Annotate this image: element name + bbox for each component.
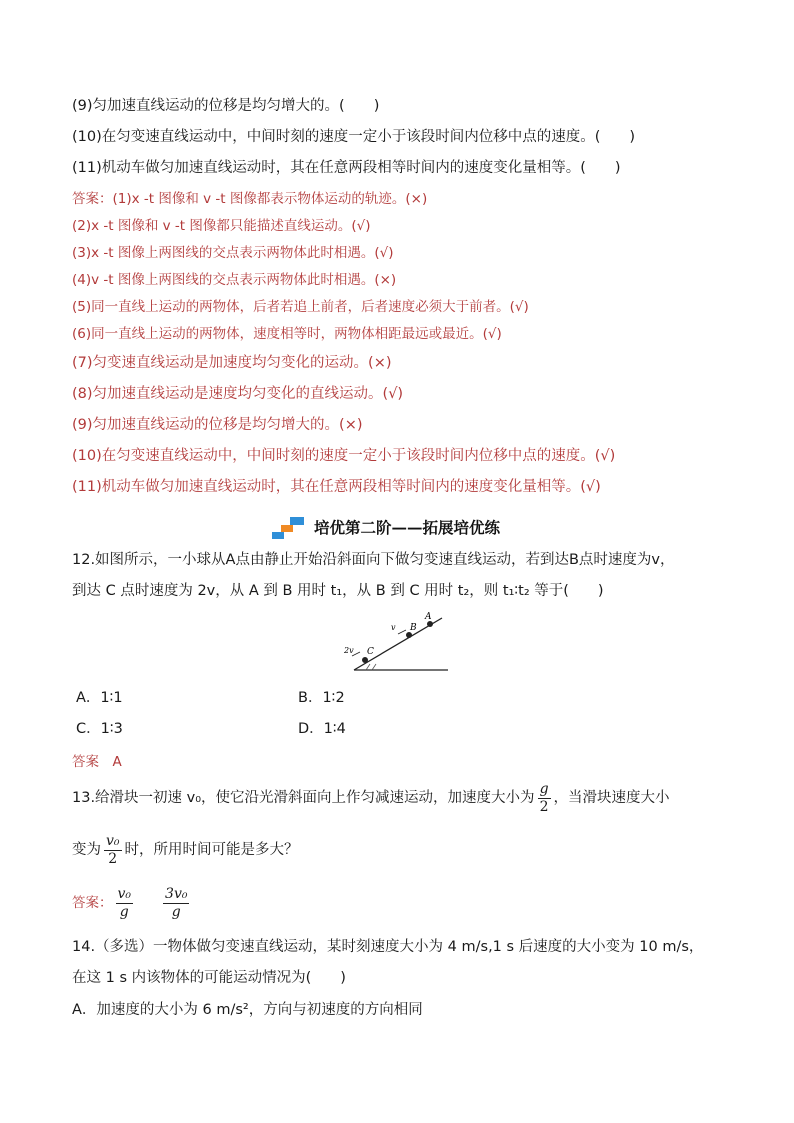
q14-line2: 在这 1 s 内该物体的可能运动情况为( )	[72, 970, 346, 986]
q13-line1	[72, 780, 670, 816]
label-2v: 2v	[344, 646, 354, 655]
q13-answer	[72, 884, 192, 922]
frac-num-g: g	[539, 780, 549, 797]
label-a: A	[425, 612, 432, 622]
q13-text1: 13.给滑块一初速 v₀，使它沿光滑斜面向上作匀减速运动，加速度大小为	[72, 790, 535, 806]
q13-text2: ，当滑块速度大小	[553, 790, 670, 806]
q12-option-b: B．1∶2	[298, 690, 345, 706]
answer-3: (3)x -t 图像上两图线的交点表示两物体此时相遇。(√)	[72, 245, 394, 261]
answer-1: 答案：(1)x -t 图像和 v -t 图像都表示物体运动的轨迹。(×)	[72, 191, 428, 207]
q12-line2: 到达 C 点时速度为 2v，从 A 到 B 用时 t₁，从 B 到 C 用时 t₂，则 t₁∶t₂ 等于( )	[72, 583, 604, 599]
label-v: v	[391, 623, 396, 632]
frac-num-v0: v₀	[106, 832, 120, 849]
answer-7: (7)匀变速直线运动是加速度均匀变化的运动。(×)	[72, 355, 392, 371]
statement-10: (10)在匀变速直线运动中，中间时刻的速度一定小于该段时间内位移中点的速度。( )	[72, 129, 636, 145]
ans2-den: g	[171, 903, 181, 920]
q12-line1: 12.如图所示，一小球从A点由静止开始沿斜面向下做匀变速直线运动，若到达B点时速度为v，	[72, 552, 675, 568]
q13-text3: 变为	[72, 842, 101, 858]
ans1-den: g	[119, 903, 129, 920]
fraction-v0-over-2	[104, 833, 122, 868]
answer-fraction-1	[116, 886, 134, 921]
section-title: 培优第二阶——拓展培优练	[314, 518, 501, 537]
statement-11: (11)机动车做匀加速直线运动时，其在任意两段相等时间内的速度变化量相等。( )	[72, 160, 621, 176]
frac-den-2b: 2	[108, 850, 118, 867]
answer-9: (9)匀加速直线运动的位移是均匀增大的。(×)	[72, 417, 363, 433]
q12-answer: 答案 A	[72, 754, 122, 770]
section-stairs-icon	[272, 514, 306, 540]
statement-9: (9)匀加速直线运动的位移是均匀增大的。( )	[72, 98, 380, 114]
ans1-num: v₀	[117, 885, 132, 902]
label-c: C	[367, 647, 374, 657]
ball-c	[362, 657, 368, 663]
answer-11: (11)机动车做匀加速直线运动时，其在任意两段相等时间内的速度变化量相等。(√)	[72, 479, 601, 495]
q13-answer-label: 答案：	[72, 895, 113, 911]
answer-2: (2)x -t 图像和 v -t 图像都只能描述直线运动。(√)	[72, 218, 371, 234]
ans2-num: 3v₀	[165, 885, 188, 902]
q12-option-a: A．1∶1	[76, 690, 123, 706]
section-heading	[272, 514, 500, 540]
answer-10: (10)在匀变速直线运动中，中间时刻的速度一定小于该段时间内位移中点的速度。(√)	[72, 448, 616, 464]
q12-option-c: C．1∶3	[76, 721, 123, 737]
incline-figure	[336, 608, 454, 674]
answer-8: (8)匀加速直线运动是速度均匀变化的直线运动。(√)	[72, 386, 404, 402]
frac-den-2: 2	[539, 798, 549, 815]
answer-4: (4)v -t 图像上两图线的交点表示两物体此时相遇。(×)	[72, 272, 397, 288]
velocity-arrow-b	[398, 630, 406, 634]
label-b: B	[410, 623, 417, 633]
q14-line1: 14.（多选）一物体做匀变速直线运动，某时刻速度大小为 4 m/s,1 s 后速度的大小变为 10 m/s，	[72, 939, 704, 955]
answer-fraction-2	[163, 886, 189, 921]
q14-option-a: A．加速度的大小为 6 m/s²，方向与初速度的方向相同	[72, 1002, 423, 1018]
answer-5: (5)同一直线上运动的两物体，后者若追上前者，后者速度必须大于前者。(√)	[72, 299, 529, 315]
q13-text4: 时，所用时间可能是多大？	[124, 842, 299, 858]
fraction-g-over-2	[538, 781, 551, 816]
q12-option-d: D．1∶4	[298, 721, 346, 737]
q13-line2	[72, 832, 299, 868]
answer-6: (6)同一直线上运动的两物体，速度相等时，两物体相距最远或最近。(√)	[72, 326, 502, 342]
